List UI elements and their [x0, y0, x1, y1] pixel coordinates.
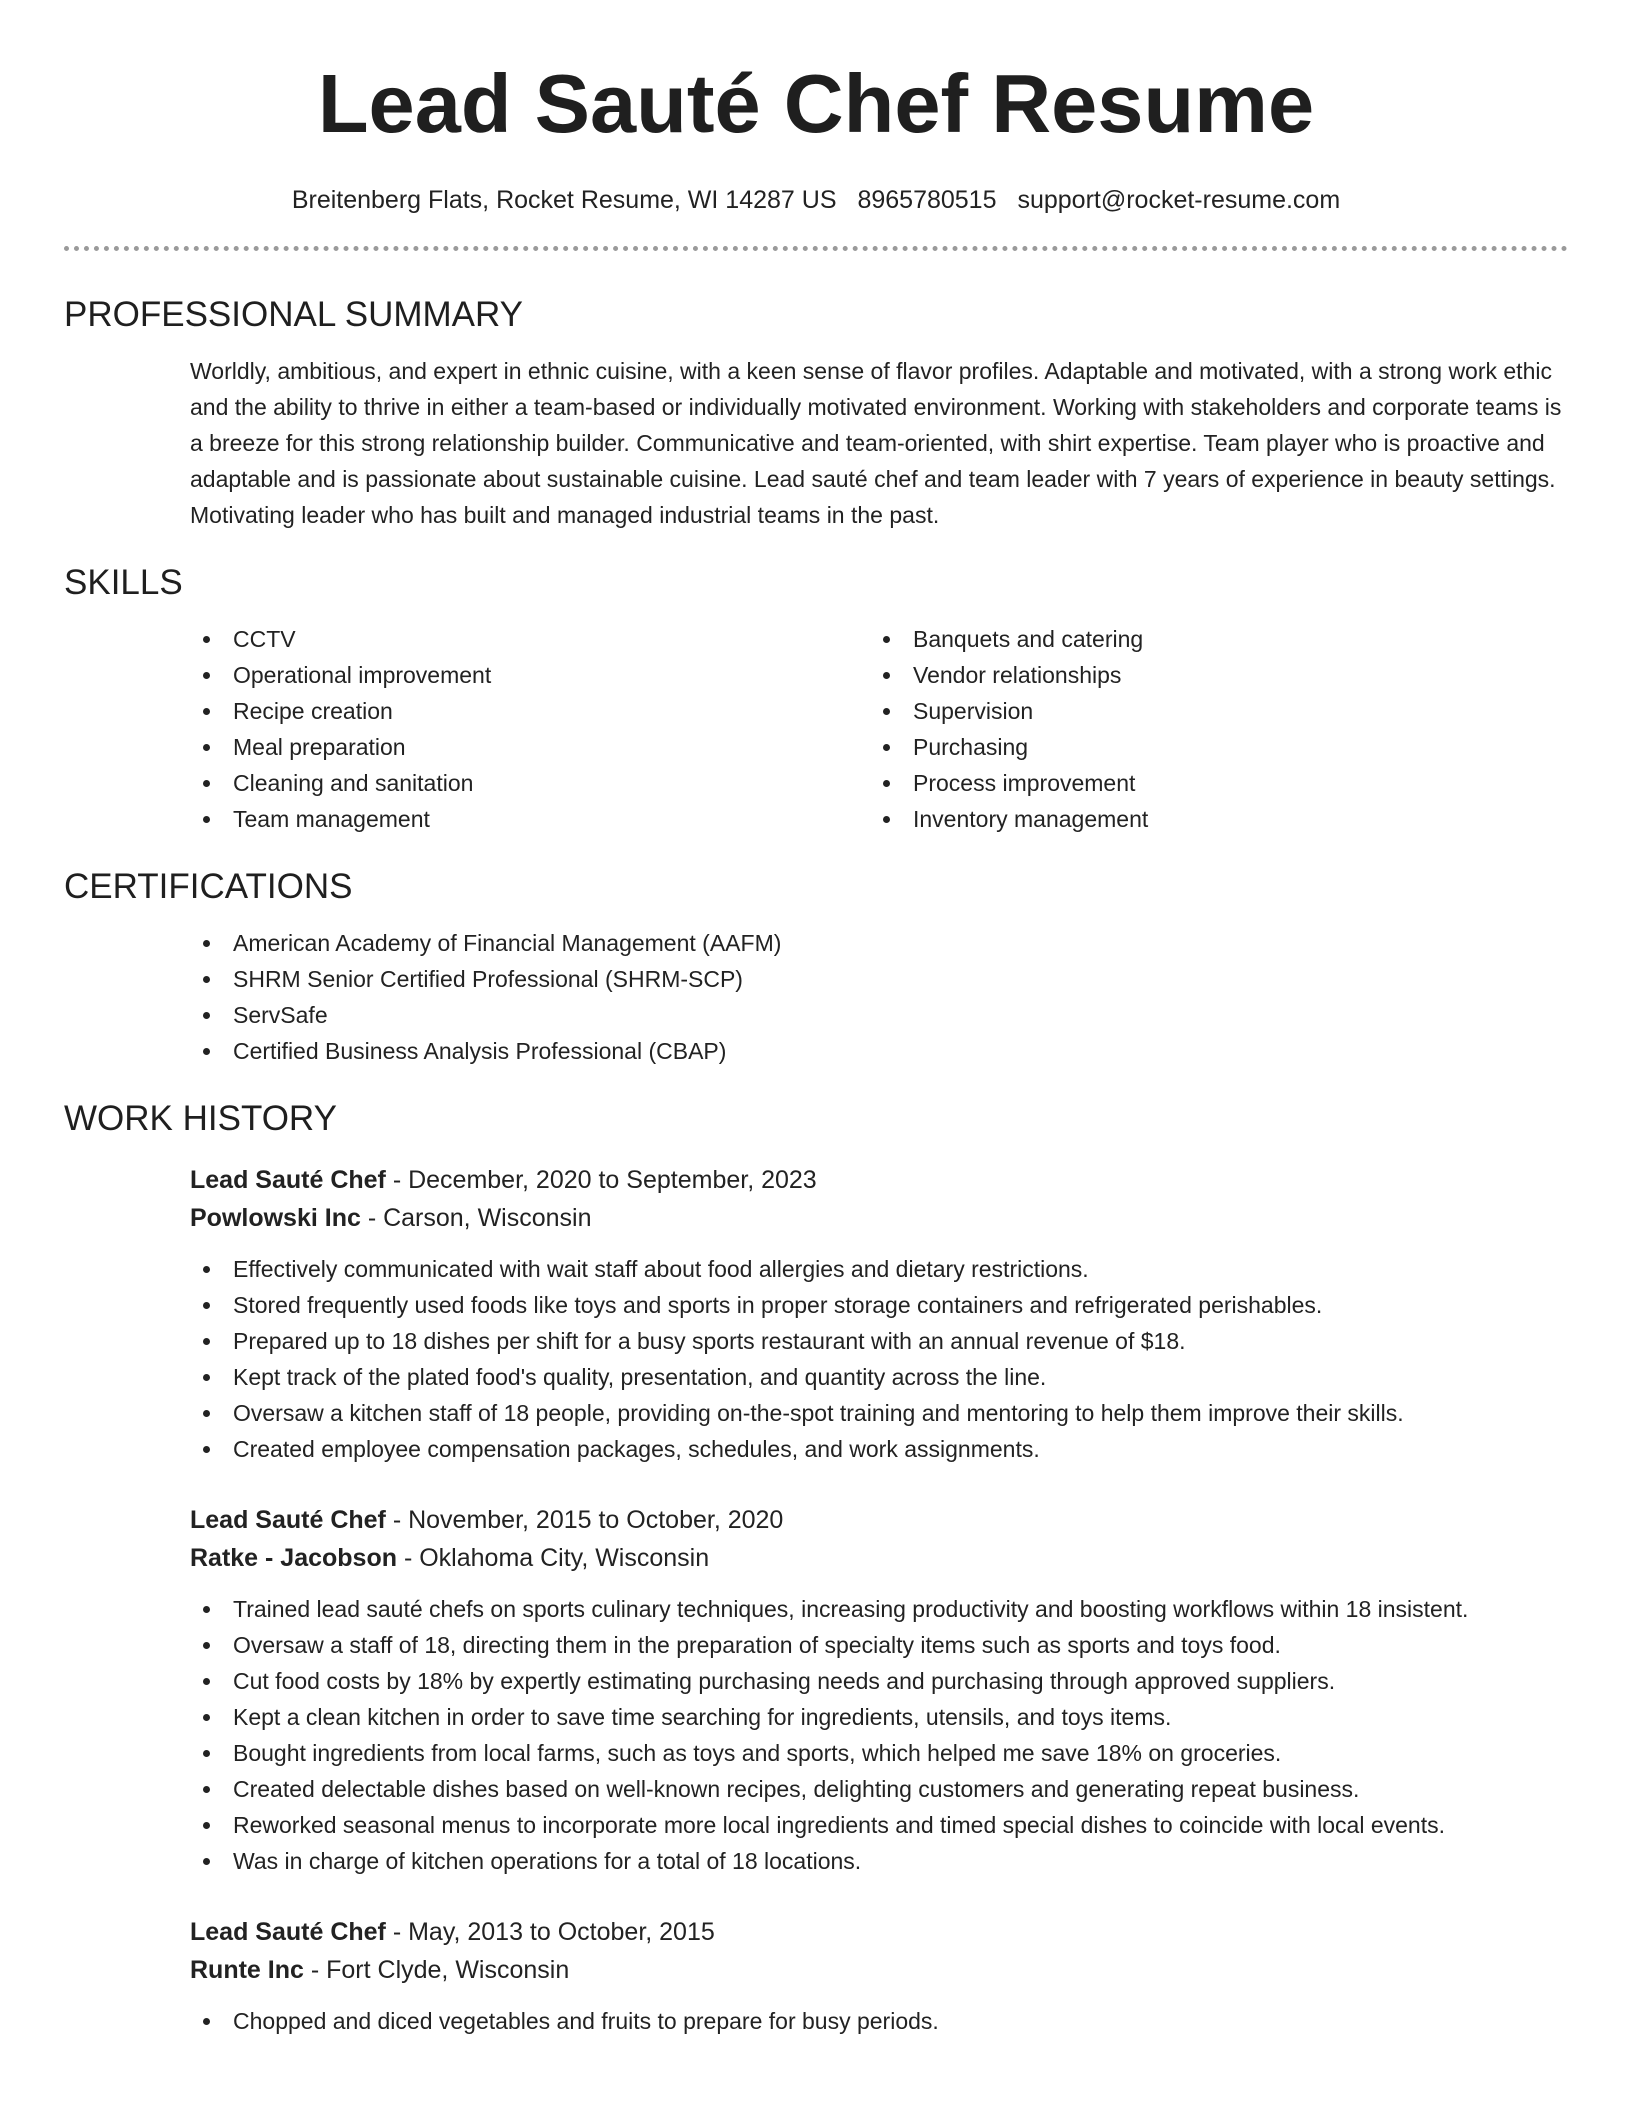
job-duty-item: Prepared up to 18 dishes per shift for a busy sports restaurant with an annual revenue of $18.: [190, 1323, 1568, 1359]
contact-line: [64, 184, 1568, 216]
job-title-line: [190, 1161, 1568, 1199]
job-duty-item: Oversaw a staff of 18, directing them in the preparation of specialty items such as sports and toys food.: [190, 1627, 1568, 1663]
skill-item: CCTV: [190, 621, 870, 657]
certification-item: SHRM Senior Certified Professional (SHRM-SCP): [190, 961, 1568, 997]
skill-item: Cleaning and sanitation: [190, 765, 870, 801]
certifications-list: [190, 925, 1568, 1069]
certification-item: ServSafe: [190, 997, 1568, 1033]
job-duty-item: Was in charge of kitchen operations for a total of 18 locations.: [190, 1843, 1568, 1879]
job-duty-item: Trained lead sauté chefs on sports culinary techniques, increasing productivity and boosting workflows within 18 insistent.: [190, 1591, 1568, 1627]
job-title: Lead Sauté Chef: [190, 1918, 386, 1946]
job-duty-item: Effectively communicated with wait staff about food allergies and dietary restrictions.: [190, 1251, 1568, 1287]
job-duties-list: [190, 2003, 1568, 2039]
header-divider: [64, 246, 1568, 251]
job-location: - Oklahoma City, Wisconsin: [397, 1544, 710, 1572]
job-duty-item: Cut food costs by 18% by expertly estimating purchasing needs and purchasing through approved suppliers.: [190, 1663, 1568, 1699]
job-duties-list: [190, 1251, 1568, 1467]
skill-item: Team management: [190, 801, 870, 837]
skill-item: Recipe creation: [190, 693, 870, 729]
job-dates: - May, 2013 to October, 2015: [385, 1918, 715, 1946]
job-entry: [190, 1161, 1568, 1467]
skills-list-right: [870, 621, 1148, 837]
summary-section: [64, 293, 1568, 533]
certification-item: Certified Business Analysis Professional (CBAP): [190, 1033, 1568, 1069]
job-duty-item: Oversaw a kitchen staff of 18 people, providing on-the-spot training and mentoring to help them improve their skills.: [190, 1395, 1568, 1431]
skill-item: Supervision: [870, 693, 1148, 729]
skill-item: Meal preparation: [190, 729, 870, 765]
certifications-section: [64, 865, 1568, 1069]
skill-item: Vendor relationships: [870, 657, 1148, 693]
job-location: - Carson, Wisconsin: [360, 1204, 592, 1232]
skills-section: [64, 561, 1568, 837]
work-history-heading: WORK HISTORY: [64, 1099, 337, 1138]
job-entry: [190, 1913, 1568, 2039]
job-entry: [190, 1501, 1568, 1879]
job-duty-item: Kept a clean kitchen in order to save time searching for ingredients, utensils, and toys items.: [190, 1699, 1568, 1735]
job-company-line: [190, 1539, 1568, 1577]
skills-grid: [190, 621, 1568, 837]
contact-address: Breitenberg Flats, Rocket Resume, WI 14287 US: [291, 186, 837, 214]
skill-item: Process improvement: [870, 765, 1148, 801]
job-company-line: [190, 1951, 1568, 1989]
job-duty-item: Bought ingredients from local farms, such as toys and sports, which helped me save 18% on groceries.: [190, 1735, 1568, 1771]
job-location: - Fort Clyde, Wisconsin: [303, 1956, 570, 1984]
skills-list-left: [190, 621, 870, 837]
job-title-line: [190, 1913, 1568, 1951]
skill-item: Purchasing: [870, 729, 1148, 765]
job-duty-item: Reworked seasonal menus to incorporate more local ingredients and timed special dishes to coincide with local events.: [190, 1807, 1568, 1843]
skills-heading: SKILLS: [64, 563, 183, 602]
summary-heading: PROFESSIONAL SUMMARY: [64, 295, 523, 334]
job-dates: - November, 2015 to October, 2020: [385, 1506, 784, 1534]
job-title: Lead Sauté Chef: [190, 1166, 386, 1194]
resume-title: Lead Sauté Chef Resume: [317, 57, 1315, 150]
skill-item: Inventory management: [870, 801, 1148, 837]
job-duties-list: [190, 1591, 1568, 1879]
job-company: Ratke - Jacobson: [190, 1544, 398, 1572]
job-company: Powlowski Inc: [190, 1204, 361, 1232]
summary-text: Worldly, ambitious, and expert in ethnic cuisine, with a keen sense of flavor profiles. Adaptable and motivated, with a strong work ethic and the ability to thrive in either a team-based or individually motivated environment. Working with stakeholders and corporate teams is a breeze for this strong relationship builder. Communicative and team-oriented, with shirt expertise. Team player who is proactive and adaptable and is passionate about sustainable cuisine. Lead sauté chef and team leader with 7 years of experience in beauty settings. Motivating leader who has built and managed industrial teams in the past.: [190, 358, 1562, 528]
job-duty-item: Chopped and diced vegetables and fruits to prepare for busy periods.: [190, 2003, 1568, 2039]
certification-item: American Academy of Financial Management (AAFM): [190, 925, 1568, 961]
work-history-section: [64, 1097, 1568, 2039]
skill-item: Banquets and catering: [870, 621, 1148, 657]
contact-phone: 8965780515: [857, 186, 997, 214]
job-duty-item: Created delectable dishes based on well-known recipes, delighting customers and generating repeat business.: [190, 1771, 1568, 1807]
job-company: Runte Inc: [190, 1956, 304, 1984]
skill-item: Operational improvement: [190, 657, 870, 693]
job-duty-item: Kept track of the plated food's quality, presentation, and quantity across the line.: [190, 1359, 1568, 1395]
job-company-line: [190, 1199, 1568, 1237]
job-title: Lead Sauté Chef: [190, 1506, 386, 1534]
job-duty-item: Stored frequently used foods like toys and sports in proper storage containers and refrigerated perishables.: [190, 1287, 1568, 1323]
job-title-line: [190, 1501, 1568, 1539]
contact-email: support@rocket-resume.com: [1017, 186, 1341, 214]
certifications-heading: CERTIFICATIONS: [64, 867, 353, 906]
job-dates: - December, 2020 to September, 2023: [385, 1166, 817, 1194]
job-duty-item: Created employee compensation packages, schedules, and work assignments.: [190, 1431, 1568, 1467]
